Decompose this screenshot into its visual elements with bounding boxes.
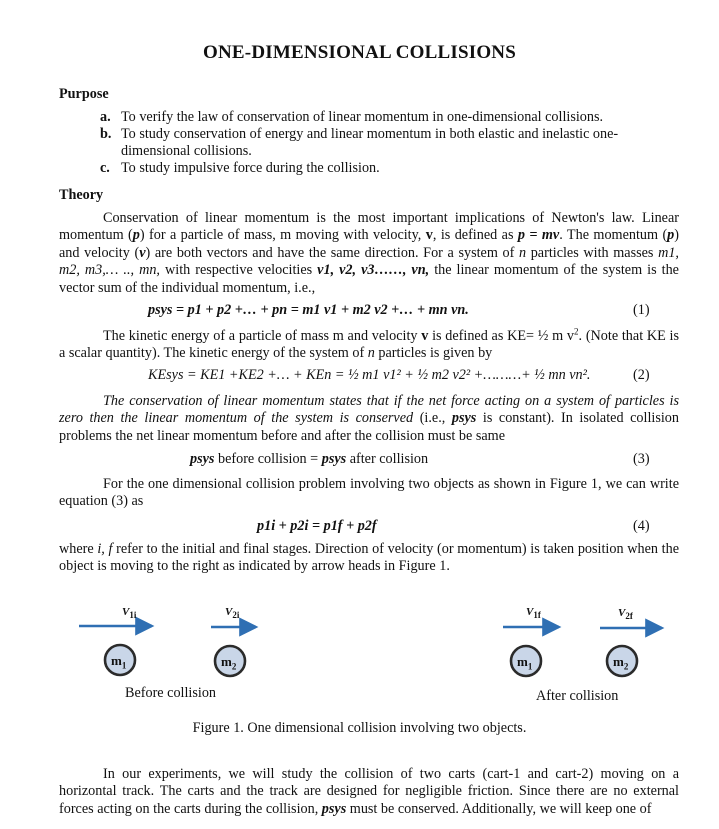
equation-4-body: p1i + p2i = p1f + p2f	[257, 518, 377, 534]
equation-1-number: (1)	[633, 302, 650, 318]
theory-paragraph-5: where i, f refer to the initial and final stages. Direction of velocity (or momentum) is taken position when the object is moving to the right as indicated by arrow heads in Figure 1.	[59, 541, 679, 575]
label-m1-after: $m_1$	[517, 654, 533, 672]
item-text: To study conservation of energy and linear momentum in both elastic and inelastic one-dimensional collisions.	[121, 126, 619, 160]
theory-paragraph-1: Conservation of linear momentum is the most important implications of Newton's law. Linear momentum (p) for a particle of mass, m moving with velocity, v, is defined as p = mv. The momentum (p) and velocity (v) are both vectors and have the same direction. For a system of n particles with masses m1, m2, m3,… .., mn, with respective velocities v1, v2, v3……, vn, the linear momentum of the system is the vector sum of the individual momentum, i.e.,	[59, 210, 679, 296]
label-m1-before: $m_1$	[111, 653, 127, 671]
equation-2-body: KEsys = KE1 +KE2 +… + KEn = ½ m1 v1² + ½ m2 v2² +………+ ½ mn vn².	[148, 367, 591, 383]
equation-3-number: (3)	[633, 451, 650, 467]
label-m2-before: $m_2$	[221, 654, 237, 672]
equation-3-body: psys before collision = psys after collision	[190, 451, 429, 467]
page-title: ONE-DIMENSIONAL COLLISIONS	[203, 42, 516, 63]
figure-caption: Figure 1. One dimensional collision involving two objects.	[192, 720, 527, 736]
before-collision-label: Before collision	[125, 685, 217, 701]
after-collision-label: After collision	[536, 688, 619, 704]
item-letter: a.	[100, 109, 111, 125]
item-text: To study impulsive force during the collision.	[121, 160, 380, 176]
theory-paragraph-3: The conservation of linear momentum states that if the net force acting on a system of particles is zero then the linear momentum of the system is conserved (i.e., psys is constant). In isolated collision problems the net linear momentum before and after the collision must be same	[59, 393, 679, 444]
item-text: To verify the law of conservation of linear momentum in one-dimensional collisions.	[121, 109, 604, 125]
equation-2-number: (2)	[633, 367, 650, 383]
equation-4-number: (4)	[633, 518, 650, 534]
label-v2f: $V_{2f}$	[618, 607, 633, 622]
label-v1i: $V_{1i}$	[122, 606, 137, 621]
theory-heading: Theory	[59, 187, 104, 203]
purpose-heading: Purpose	[59, 86, 109, 102]
theory-paragraph-2: The kinetic energy of a particle of mass m and velocity v is defined as KE= ½ m $v^2$. (Note that KE is a scalar quantity). The kinetic energy of the system of n particles is given by	[59, 326, 679, 362]
label-m2-after: $m_2$	[613, 654, 629, 672]
label-v1f: $V_{1f}$	[526, 606, 541, 621]
item-letter: c.	[100, 160, 110, 176]
item-letter: b.	[100, 126, 112, 142]
equation-1-body: psys = p1 + p2 +… + pn = m1 v1 + m2 v2 +… + mn vn.	[148, 302, 469, 318]
closing-paragraph: In our experiments, we will study the collision of two carts (cart-1 and cart-2) moving on a horizontal track. The carts and the track are designed for negligible friction. Since there are no external forces acting on the carts during the collision, psys must be conserved. Additionally, we will keep one of	[59, 766, 679, 817]
theory-paragraph-4: For the one dimensional collision problem involving two objects as shown in Figure 1, we can write equation (3) as	[59, 476, 679, 510]
label-v2i: $V_{2i}$	[225, 606, 240, 621]
